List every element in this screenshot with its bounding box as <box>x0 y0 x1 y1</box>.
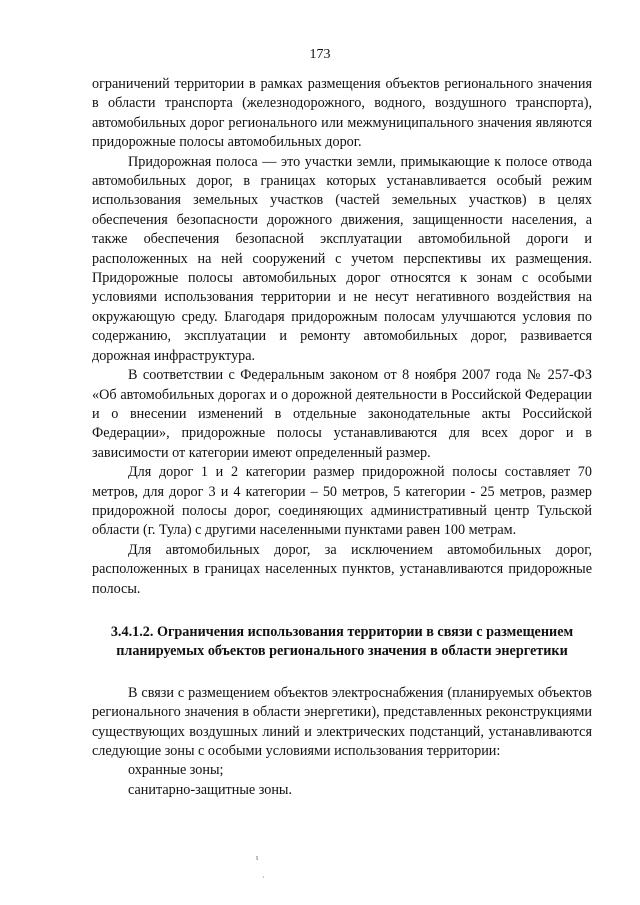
list-item-sanitary-zones: санитарно-защитные зоны. <box>128 781 293 798</box>
section-heading: 3.4.1.2. Ограничения использования территории в связи с размещением планируемых объектов регионального значения в области энергетики <box>110 623 574 660</box>
paragraph-road-categories: Для дорог 1 и 2 категории размер придорожной полосы составляет 70 метров, для дорог 3 и 4 категории – 50 метров, 5 категории - 25 метров, размер придорожной полосы дорог, соединяющих административный центр Тульской области (г. Тула) с другими населенными пунктами равен 100 метрам. <box>92 464 592 539</box>
paragraph-roadside-definition: Придорожная полоса — это участки земли, примыкающие к полосе отвода автомобильных дорог, в границах которых устанавливается особый режим использования земельных участков (частей земельных участков) в целях обеспечения безопасности дорожного движения, защищенности населения, а также обеспечения безопасной эксплуатации автомобильной дороги и расположенных на ней сооружений с учетом перспективы их размещения. Придорожные полосы автомобильных дорог относятся к зонам с особыми условиями использования территории и не несут негативного воздействия на окружающую среду. Благодаря придорожным полосам улучшаются условия по содержанию, эксплуатации и ремонту автомобильных дорог, развивается дорожная инфраструктура. <box>92 153 592 364</box>
list-item-protection-zones: охранные зоны; <box>128 762 224 779</box>
page-content <box>92 75 592 800</box>
paragraph-federal-law: В соответствии с Федеральным законом от 8 ноября 2007 года № 257-ФЗ «Об автомобильных дорогах и о дорожной деятельности в Российской Федерации и о внесении изменений в отдельные законодательные акты Российской Федерации», придорожные полосы устанавливаются для всех дорог и в зависимости от категории имеют определенный размер. <box>92 367 592 461</box>
paragraph-energy-objects: В связи с размещением объектов электроснабжения (планируемых объектов регионального значения в области энергетики), представленных реконструкциями существующих воздушных линий и электрических подстанций, устанавливаются следующие зоны с особыми условиями использования территории: <box>92 684 592 759</box>
page-number: 173 <box>309 47 331 62</box>
paragraph-continuation: ограничений территории в рамках размещения объектов регионального значения в области транспорта (железнодорожного, водного, воздушного транспорта), автомобильных дорог регионального или межмуниципального значения являются придорожные полосы автомобильных дорог. <box>92 76 592 151</box>
scan-artifact-mark: ι <box>256 853 259 862</box>
paragraph-settlements-exception: Для автомобильных дорог, за исключением автомобильных дорог, расположенных в границах населенных пунктов, устанавливаются придорожные полосы. <box>92 541 592 597</box>
scan-artifact-mark: · <box>262 873 265 882</box>
